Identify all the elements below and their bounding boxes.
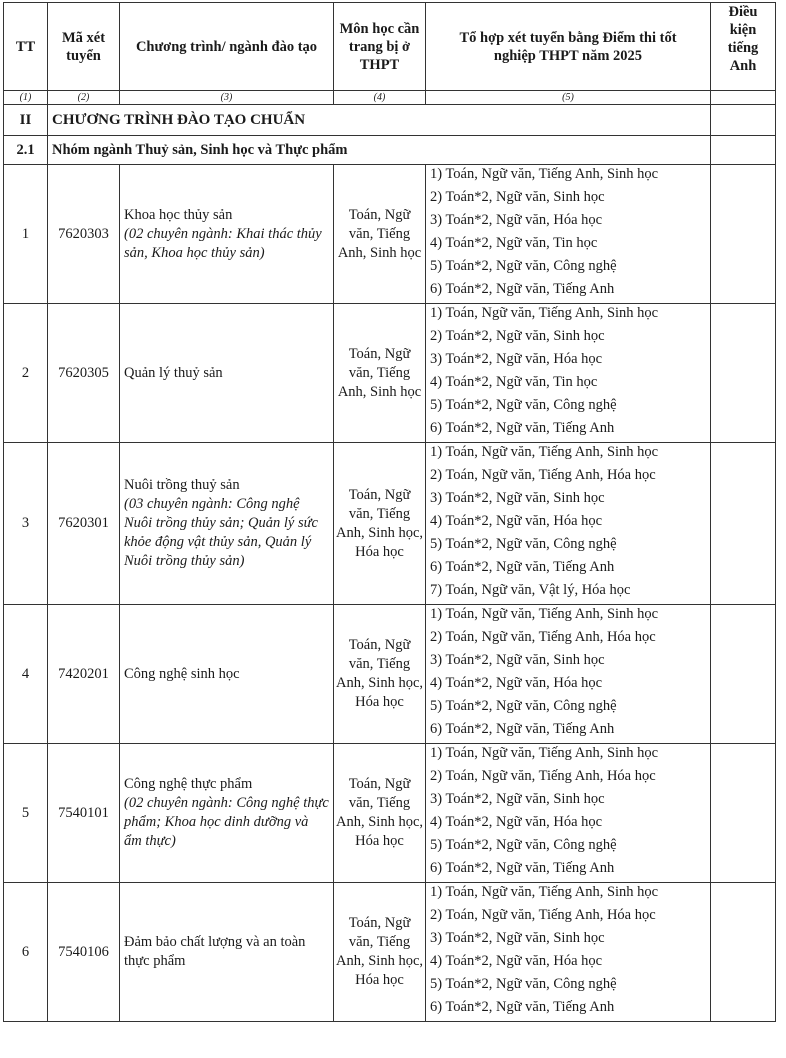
combination-item: 1) Toán, Ngữ văn, Tiếng Anh, Sinh học (430, 745, 659, 761)
english-requirement (711, 883, 776, 1022)
row-code: 7620301 (48, 443, 120, 605)
program-cell (120, 443, 334, 605)
combination-item: 2) Toán, Ngữ văn, Tiếng Anh, Hóa học (430, 907, 656, 923)
row-code: 7420201 (48, 605, 120, 744)
combination-list (426, 443, 711, 605)
combination-item: 1) Toán, Ngữ văn, Tiếng Anh, Sinh học (430, 444, 659, 460)
column-number-row (4, 91, 776, 105)
column-number: (4) (334, 91, 426, 105)
column-number: (5) (426, 91, 711, 105)
english-requirement (711, 744, 776, 883)
combination-item: 2) Toán, Ngữ văn, Tiếng Anh, Hóa học (430, 629, 656, 645)
combination-item: 5) Toán*2, Ngữ văn, Công nghệ (430, 536, 617, 552)
header-code: Mã xét tuyển (48, 3, 120, 91)
program-cell (120, 304, 334, 443)
program-note: (02 chuyên ngành: Công nghệ thực phẩm; Khoa học dinh dưỡng và ẩm thực) (124, 795, 329, 849)
combination-item: 3) Toán*2, Ngữ văn, Sinh học (430, 490, 605, 506)
program-row (4, 165, 776, 304)
combination-item: 5) Toán*2, Ngữ văn, Công nghệ (430, 258, 617, 274)
english-requirement (711, 605, 776, 744)
header-tt: TT (4, 3, 48, 91)
section-title: CHƯƠNG TRÌNH ĐÀO TẠO CHUẨN (48, 105, 711, 136)
combination-item: 3) Toán*2, Ngữ văn, Sinh học (430, 791, 605, 807)
program-cell (120, 165, 334, 304)
combination-item: 5) Toán*2, Ngữ văn, Công nghệ (430, 698, 617, 714)
program-name: Khoa học thủy sản (124, 206, 233, 223)
program-name: Nuôi trồng thuỷ sản (124, 477, 240, 493)
combination-item: 4) Toán*2, Ngữ văn, Hóa học (430, 814, 603, 830)
combination-item: 1) Toán, Ngữ văn, Tiếng Anh, Sinh học (430, 166, 659, 182)
program-note: (03 chuyên ngành: Công nghệ Nuôi trồng thủy sản; Quản lý sức khỏe động vật thủy sản, Quản lý Nuôi trồng thủy sản) (124, 496, 318, 569)
row-tt: 4 (4, 605, 48, 744)
combination-item: 5) Toán*2, Ngữ văn, Công nghệ (430, 976, 617, 992)
group-number: 2.1 (4, 136, 48, 165)
required-subjects: Toán, Ngữ văn, Tiếng Anh, Sinh học, Hóa học (334, 883, 426, 1022)
combination-list (426, 605, 711, 744)
combination-item: 4) Toán*2, Ngữ văn, Tin học (430, 374, 598, 390)
program-name: Công nghệ sinh học (124, 665, 240, 682)
header-subjects: Môn học cần trang bị ở THPT (334, 3, 426, 91)
column-number: (3) (120, 91, 334, 105)
combination-item: 5) Toán*2, Ngữ văn, Công nghệ (430, 397, 617, 413)
combination-item: 3) Toán*2, Ngữ văn, Sinh học (430, 652, 605, 668)
combination-item: 2) Toán, Ngữ văn, Tiếng Anh, Hóa học (430, 768, 656, 784)
english-requirement (711, 165, 776, 304)
row-tt: 3 (4, 443, 48, 605)
combination-item: 3) Toán*2, Ngữ văn, Hóa học (430, 212, 603, 228)
combination-item: 1) Toán, Ngữ văn, Tiếng Anh, Sinh học (430, 884, 659, 900)
row-code: 7620303 (48, 165, 120, 304)
row-tt: 1 (4, 165, 48, 304)
program-row (4, 304, 776, 443)
combination-item: 4) Toán*2, Ngữ văn, Hóa học (430, 953, 603, 969)
section-row (4, 105, 776, 136)
row-code: 7620305 (48, 304, 120, 443)
combination-item: 3) Toán*2, Ngữ văn, Sinh học (430, 930, 605, 946)
combination-item: 2) Toán, Ngữ văn, Tiếng Anh, Hóa học (430, 467, 656, 483)
program-cell (120, 883, 334, 1022)
row-code: 7540106 (48, 883, 120, 1022)
program-cell (120, 744, 334, 883)
section-empty-cell (711, 105, 776, 136)
program-row (4, 744, 776, 883)
row-tt: 5 (4, 744, 48, 883)
combination-item: 1) Toán, Ngữ văn, Tiếng Anh, Sinh học (430, 606, 659, 622)
combination-item: 6) Toán*2, Ngữ văn, Tiếng Anh (430, 721, 615, 737)
program-row (4, 883, 776, 1022)
combination-item: 7) Toán, Ngữ văn, Vật lý, Hóa học (430, 582, 631, 598)
combination-item: 1) Toán, Ngữ văn, Tiếng Anh, Sinh học (430, 305, 659, 321)
english-requirement (711, 443, 776, 605)
combination-list (426, 744, 711, 883)
header-row (4, 3, 776, 91)
row-tt: 6 (4, 883, 48, 1022)
column-number-empty (711, 91, 776, 105)
program-note: (02 chuyên ngành: Khai thác thủy sản, Khoa học thủy sản) (124, 225, 322, 261)
combination-item: 6) Toán*2, Ngữ văn, Tiếng Anh (430, 860, 615, 876)
required-subjects: Toán, Ngữ văn, Tiếng Anh, Sinh học (334, 165, 426, 304)
combination-list (426, 165, 711, 304)
combination-item: 2) Toán*2, Ngữ văn, Sinh học (430, 189, 605, 205)
required-subjects: Toán, Ngữ văn, Tiếng Anh, Sinh học, Hóa học (334, 605, 426, 744)
section-number: II (4, 105, 48, 136)
required-subjects: Toán, Ngữ văn, Tiếng Anh, Sinh học (334, 304, 426, 443)
combination-item: 6) Toán*2, Ngữ văn, Tiếng Anh (430, 420, 615, 436)
row-tt: 2 (4, 304, 48, 443)
column-number: (2) (48, 91, 120, 105)
program-name: Công nghệ thực phẩm (124, 776, 253, 792)
combination-item: 2) Toán*2, Ngữ văn, Sinh học (430, 328, 605, 344)
combination-item: 6) Toán*2, Ngữ văn, Tiếng Anh (430, 559, 615, 575)
combination-item: 4) Toán*2, Ngữ văn, Hóa học (430, 675, 603, 691)
english-requirement (711, 304, 776, 443)
combination-item: 6) Toán*2, Ngữ văn, Tiếng Anh (430, 281, 615, 297)
group-title: Nhóm ngành Thuỷ sản, Sinh học và Thực phẩm (48, 136, 711, 165)
row-code: 7540101 (48, 744, 120, 883)
required-subjects: Toán, Ngữ văn, Tiếng Anh, Sinh học, Hóa học (334, 443, 426, 605)
program-name: Đảm bảo chất lượng và an toàn thực phẩm (124, 934, 306, 969)
combination-item: 3) Toán*2, Ngữ văn, Hóa học (430, 351, 603, 367)
combination-list (426, 883, 711, 1022)
program-cell (120, 605, 334, 744)
required-subjects: Toán, Ngữ văn, Tiếng Anh, Sinh học, Hóa học (334, 744, 426, 883)
header-combos: Tổ hợp xét tuyển bằng Điểm thi tốt nghiệp THPT năm 2025 (426, 3, 711, 91)
header-english: Điều kiện tiếng Anh (711, 3, 776, 91)
header-program: Chương trình/ ngành đào tạo (120, 3, 334, 91)
program-name: Quản lý thuỷ sản (124, 364, 223, 381)
combination-list (426, 304, 711, 443)
program-row (4, 443, 776, 605)
combination-item: 6) Toán*2, Ngữ văn, Tiếng Anh (430, 999, 615, 1015)
combination-item: 5) Toán*2, Ngữ văn, Công nghệ (430, 837, 617, 853)
program-row (4, 605, 776, 744)
combination-item: 4) Toán*2, Ngữ văn, Hóa học (430, 513, 603, 529)
combination-item: 4) Toán*2, Ngữ văn, Tin học (430, 235, 598, 251)
group-row (4, 136, 776, 165)
column-number: (1) (4, 91, 48, 105)
admission-table (3, 2, 776, 1022)
group-empty-cell (711, 136, 776, 165)
